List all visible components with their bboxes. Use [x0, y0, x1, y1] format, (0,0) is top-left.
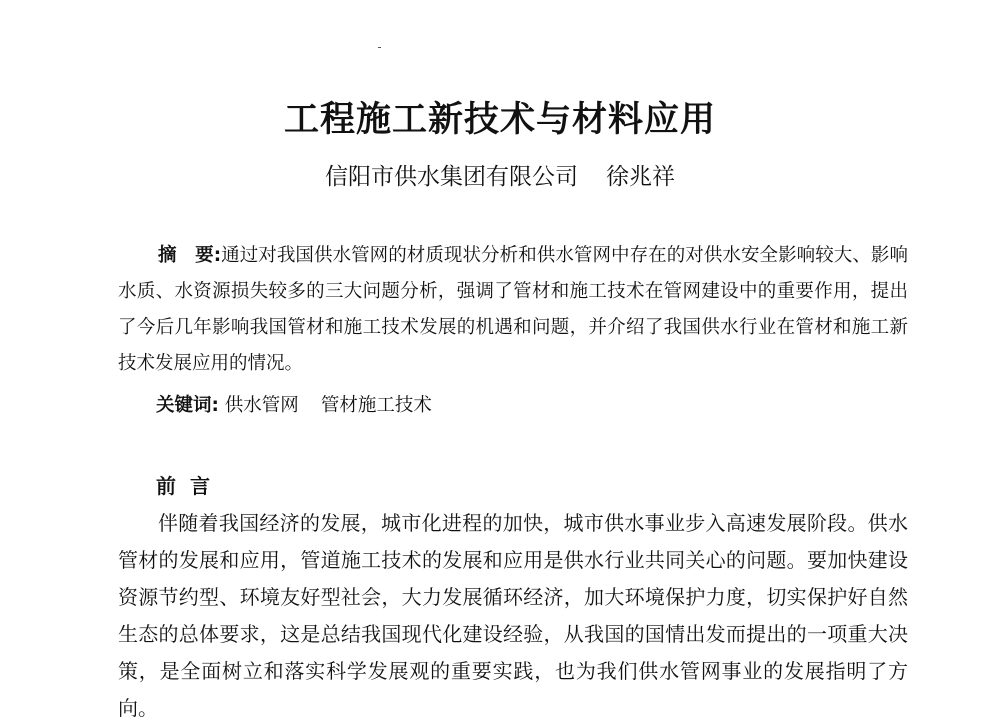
- keywords-label: 关键词:: [156, 395, 219, 416]
- byline: [0, 158, 1000, 191]
- section-paragraph: 伴随着我国经济的发展，城市化进程的加快，城市供水事业步入高速发展阶段。供水管材的发展和应用，管道施工技术的发展和应用是供水行业共同关心的问题。要加快建设资源节约型、环境友好型社会，大力发展循环经济，加大环境保护力度，切实保护好自然生态的总体要求，这是总结我国现代化建设经验，从我国的国情出发而提出的一项重大决策，是全面树立和落实科学发展观的重要实践，也为我们供水管网事业的发展指明了方向。: [118, 511, 908, 720]
- abstract-label: 摘 要:: [158, 245, 222, 266]
- scan-speck: [378, 47, 381, 48]
- keyword-item: 供水管网: [224, 395, 299, 416]
- section-heading: 前言: [156, 474, 224, 498]
- abstract: [118, 238, 908, 382]
- page-title: 工程施工新技术与材料应用: [283, 100, 716, 140]
- author: 徐兆祥: [606, 164, 675, 190]
- abstract-text: 通过对我国供水管网的材质现状分析和供水管网中存在的对供水安全影响较大、影响水质、水资源损失较多的三大问题分析，强调了管材和施工技术在管网建设中的重要作用，提出了今后几年影响我国管材和施工技术发展的机遇和问题，并介绍了我国供水行业在管材和施工新技术发展应用的情况。: [118, 245, 908, 374]
- organization: 信阳市供水集团有限公司: [325, 164, 578, 190]
- keyword-item: 管材施工技术: [320, 395, 432, 416]
- keywords: [156, 391, 432, 417]
